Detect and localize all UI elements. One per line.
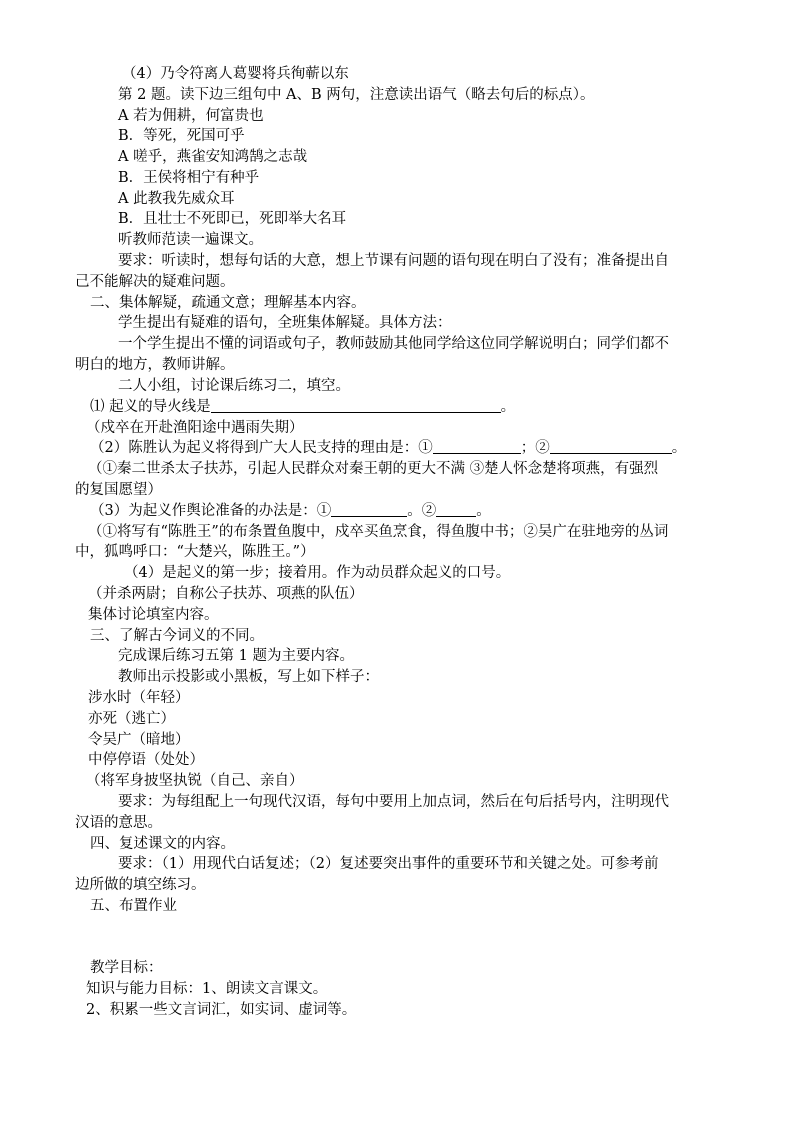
text-line: 听教师范读一遍课文。	[118, 232, 263, 248]
text-line: 集体讨论填室内容。	[88, 607, 219, 623]
text-line: 中停停语（处处）	[88, 752, 204, 768]
blank-line	[331, 502, 407, 517]
text-line: 学生提出有疑难的语句，全班集体解疑。具体方法：	[118, 315, 452, 331]
text-line: （①将写有“陈胜王”的布条置鱼腹中，戍卒买鱼烹食，得鱼腹中书；②吴广在驻地旁的丛词	[88, 524, 669, 540]
text-line: B．且壮士不死即已，死即举大名耳	[118, 211, 347, 227]
text-line: 己不能解决的疑难问题。	[75, 274, 235, 290]
text-line: B．王侯将相宁有种乎	[118, 170, 260, 186]
text-segment: ；②	[520, 440, 550, 456]
text-line: A 此教我先威众耳	[118, 191, 235, 207]
text-line: 明白的地方，教师讲解。	[75, 357, 235, 373]
fill-blank-line	[90, 438, 686, 458]
text-line: （戍卒在开赴渔阳途中遇雨失期）	[86, 420, 304, 436]
text-line: （①秦二世杀太子扶苏，引起人民群众对秦王朝的更大不满 ③楚人怀念楚将项燕，有强烈	[88, 461, 659, 477]
text-line: （并杀两尉；自称公子扶苏、项燕的队伍）	[88, 586, 364, 602]
text-line: 边所做的填空练习。	[75, 877, 206, 893]
section-heading: 五、布置作业	[90, 898, 177, 914]
text-line: （4）是起义的第一步；接着用。作为动员群众起义的口号。	[124, 565, 511, 581]
text-line: 涉水时（年轻）	[88, 690, 190, 706]
blank-line	[433, 439, 521, 454]
text-line: B．等死，死国可乎	[118, 128, 245, 144]
text-line: A 嗟乎，燕雀安知鸿鹄之志哉	[118, 149, 308, 165]
blank-line	[211, 398, 501, 413]
text-segment: 。	[500, 399, 516, 415]
text-line: 令吴广（暗地）	[88, 732, 190, 748]
text-line: 完成课后练习五第 1 题为主要内容。	[118, 648, 354, 664]
text-line: A 若为佣耕，何富贵也	[118, 108, 264, 124]
section-heading: 三、了解古今词义的不同。	[90, 628, 264, 644]
text-segment: ⑴ 起义的导火线是	[90, 399, 211, 415]
text-line: 要求：（1）用现代白话复述；（2）复述要突出事件的重要环节和关键之处。可参考前	[118, 856, 659, 872]
text-line: （将军身披坚执锐（自己、亲自）	[86, 773, 304, 789]
text-line: 2、积累一些文言词汇，如实词、虚词等。	[86, 1002, 357, 1018]
text-line: 一个学生提出不懂的词语或句子，教师鼓励其他同学给这位同学解说明白；同学们都不	[118, 336, 669, 352]
blank-line	[436, 502, 476, 517]
text-line: （4）乃令符离人葛婴将兵徇蕲以东	[122, 66, 349, 82]
text-line: 知识与能力目标：1、朗读文言课文。	[86, 981, 328, 997]
text-line: 汉语的意思。	[75, 815, 162, 831]
fill-blank-line	[90, 397, 515, 417]
fill-blank-line	[90, 501, 491, 521]
text-segment: （3）为起义作舆论准备的办法是：①	[90, 503, 332, 519]
text-segment: （2）陈胜认为起义将得到广大人民支持的理由是：①	[90, 440, 433, 456]
text-line: 要求：为每组配上一句现代汉语，每句中要用上加点词，然后在句后括号内，注明现代	[118, 794, 669, 810]
text-line: 教师出示投影或小黑板，写上如下样子：	[118, 669, 379, 685]
text-line: 二人小组，讨论课后练习二，填空。	[118, 378, 350, 394]
text-line: 的复国愿望）	[75, 482, 162, 498]
section-heading: 二、集体解疑，疏通文意；理解基本内容。	[90, 295, 366, 311]
text-line: 亦死（逃亡）	[88, 711, 175, 727]
text-segment: 。	[476, 503, 491, 519]
text-segment: 。	[671, 440, 687, 456]
text-line: 中，狐鸣呼口：“大楚兴，陈胜王。”）	[75, 544, 315, 560]
text-line: 第 2 题。读下边三组句中 A、B 两句，注意读出语气（略去句后的标点）。	[118, 87, 595, 103]
text-line: 要求：听读时，想每句话的大意，想上节课有问题的语句现在明白了没有；准备提出自	[118, 253, 669, 269]
text-segment: 。②	[407, 503, 437, 519]
section-heading: 四、复述课文的内容。	[90, 836, 235, 852]
text-line: 教学目标：	[90, 960, 163, 976]
blank-line	[550, 439, 672, 454]
